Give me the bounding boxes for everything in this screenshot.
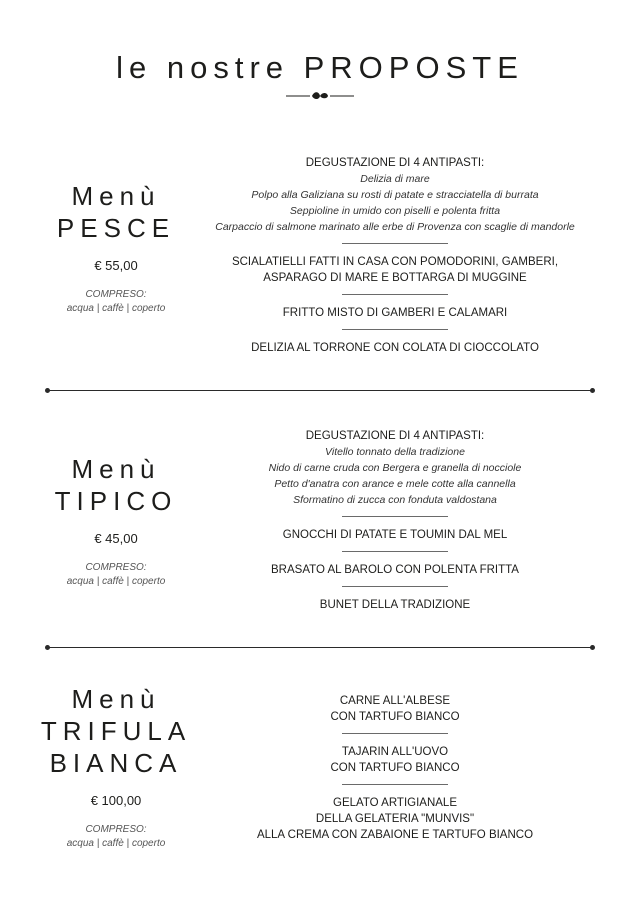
course-line: BUNET DELLA TRADIZIONE — [319, 599, 471, 611]
course-dolce — [200, 597, 590, 613]
course-divider — [342, 294, 448, 295]
course-line: TAJARIN ALL'UOVO — [341, 746, 449, 758]
course-line: SCIALATIELLI FATTI IN CASA CON POMODORINI, GAMBERI, — [231, 256, 559, 268]
menu-summary-pesce — [0, 180, 232, 316]
course-divider — [342, 329, 448, 330]
antipasto-item: Nido di carne cruda con Bergera e granella di nocciole — [268, 462, 522, 474]
included-label: COMPRESO: — [85, 562, 147, 573]
menu-name-line: Menù — [71, 684, 161, 714]
course-divider — [342, 516, 448, 517]
course-divider — [342, 733, 448, 734]
included-label: COMPRESO: — [85, 824, 147, 835]
section-divider — [45, 644, 595, 652]
menu-name-line: BIANCA — [49, 748, 183, 778]
course-divider — [342, 243, 448, 244]
course-secondo — [200, 562, 590, 578]
course-line: CON TARTUFO BIANCO — [330, 762, 460, 774]
course-primo — [200, 254, 590, 286]
course-line: FRITTO MISTO DI GAMBERI E CALAMARI — [282, 307, 508, 319]
course-secondo — [200, 305, 590, 321]
course-divider — [342, 551, 448, 552]
page-title: le nostre PROPOSTE — [116, 50, 524, 85]
antipasto-item: Vitello tonnato della tradizione — [325, 446, 465, 458]
included-items: acqua | caffè | coperto — [66, 576, 166, 587]
antipasto-item: Petto d'anatra con arance e mele cotte alla cannella — [274, 478, 516, 490]
leaf-ornament-icon — [286, 90, 354, 102]
course-line: CARNE ALL'ALBESE — [339, 695, 451, 707]
course-line: ASPARAGO DI MARE E BOTTARGA DI MUGGINE — [263, 272, 527, 284]
course-line: DELIZIA AL TORRONE CON COLATA DI CIOCCOLATO — [251, 342, 539, 354]
course-line: GELATO ARTIGIANALE — [333, 797, 457, 809]
menu-price: € 55,00 — [94, 258, 138, 273]
course-divider — [342, 784, 448, 785]
course-line: BRASATO AL BAROLO CON POLENTA FRITTA — [271, 564, 519, 576]
course-dolce — [200, 340, 590, 356]
included-items: acqua | caffè | coperto — [66, 838, 166, 849]
menu-name-line: TRIFULA — [40, 716, 192, 746]
antipasti-heading: DEGUSTAZIONE DI 4 ANTIPASTI: — [305, 430, 485, 442]
antipasti-heading: DEGUSTAZIONE DI 4 ANTIPASTI: — [305, 157, 485, 169]
antipasto-item: Seppioline in umido con piselli e polenta fritta — [289, 205, 501, 217]
menu-name-line: Menù — [71, 181, 161, 211]
menu-summary-trifula-bianca — [0, 683, 232, 851]
included-label: COMPRESO: — [85, 289, 147, 300]
course-antipasto — [200, 693, 590, 725]
antipasto-item: Sformatino di zucca con fonduta valdostana — [293, 494, 497, 506]
menu-price: € 45,00 — [94, 531, 138, 546]
course-line: GNOCCHI DI PATATE E TOUMIN DAL MEL — [282, 529, 508, 541]
course-primo — [200, 527, 590, 543]
menu-courses-trifula-bianca — [200, 693, 590, 843]
section-divider — [45, 387, 595, 395]
menu-courses-tipico — [200, 428, 590, 613]
course-line: CON TARTUFO BIANCO — [330, 711, 460, 723]
menu-price: € 100,00 — [90, 793, 142, 808]
course-line: DELLA GELATERIA "MUNVIS" — [315, 813, 475, 825]
menu-name-line: Menù — [71, 454, 161, 484]
menu-courses-pesce — [200, 155, 590, 356]
course-divider — [342, 586, 448, 587]
course-primo — [200, 744, 590, 776]
antipasto-item: Delizia di mare — [360, 173, 430, 185]
included-items: acqua | caffè | coperto — [66, 303, 166, 314]
course-dolce — [200, 795, 590, 843]
menu-name-line: TIPICO — [54, 486, 178, 516]
menu-summary-tipico — [0, 453, 232, 589]
course-line: ALLA CREMA CON ZABAIONE E TARTUFO BIANCO — [256, 829, 534, 841]
antipasto-item: Carpaccio di salmone marinato alle erbe di Provenza con scaglie di mandorle — [215, 221, 575, 233]
antipasto-item: Polpo alla Galiziana su rosti di patate e stracciatella di burrata — [251, 189, 539, 201]
menu-name-line: PESCE — [56, 213, 176, 243]
